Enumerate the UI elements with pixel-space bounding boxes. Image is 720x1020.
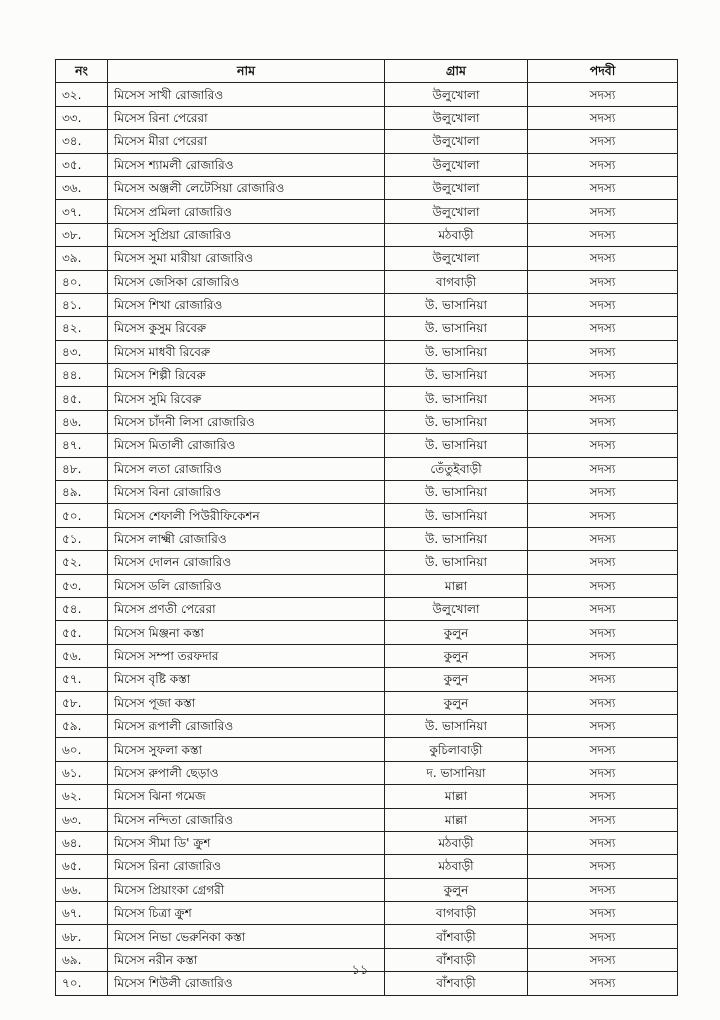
num-cell: ৫৯. <box>56 714 108 737</box>
title-cell: সদস্য <box>528 948 678 971</box>
name-cell: মিসেস সাখী রোজারিও <box>108 83 385 106</box>
village-cell: মাল্লা <box>385 808 528 831</box>
table-row <box>56 504 678 527</box>
title-cell: সদস্য <box>528 925 678 948</box>
table-row <box>56 364 678 387</box>
header-title: পদবী <box>528 60 678 83</box>
village-cell: উলুখোলা <box>385 247 528 270</box>
table-row <box>56 551 678 574</box>
title-cell: সদস্য <box>528 270 678 293</box>
title-cell: সদস্য <box>528 457 678 480</box>
title-cell: সদস্য <box>528 855 678 878</box>
title-cell: সদস্য <box>528 902 678 925</box>
table-body <box>56 83 678 995</box>
village-cell: উ. ভাসানিয়া <box>385 714 528 737</box>
table-row <box>56 691 678 714</box>
name-cell: মিসেস প্রণতী পেরেরা <box>108 597 385 620</box>
name-cell: মিসেস কুসুম রিবেরু <box>108 317 385 340</box>
village-cell: উ. ভাসানিয়া <box>385 317 528 340</box>
num-cell: ৫৫. <box>56 621 108 644</box>
village-cell: মঠবাড়ী <box>385 855 528 878</box>
num-cell: ৬৬. <box>56 878 108 901</box>
name-cell: মিসেস সম্পা তরফদার <box>108 644 385 667</box>
num-cell: ৩৪. <box>56 130 108 153</box>
num-cell: ৫১. <box>56 527 108 550</box>
name-cell: মিসেস প্রমিলা রোজারিও <box>108 200 385 223</box>
village-cell: উলুখোলা <box>385 130 528 153</box>
num-cell: ৬৮. <box>56 925 108 948</box>
village-cell: মাল্লা <box>385 785 528 808</box>
table-row <box>56 153 678 176</box>
name-cell: মিসেস দোলন রোজারিও <box>108 551 385 574</box>
village-cell: উ. ভাসানিয়া <box>385 551 528 574</box>
num-cell: ৬৫. <box>56 855 108 878</box>
name-cell: মিসেস মাধবী রিবেরু <box>108 340 385 363</box>
table-row <box>56 902 678 925</box>
num-cell: ৩৫. <box>56 153 108 176</box>
num-cell: ৪৪. <box>56 364 108 387</box>
title-cell: সদস্য <box>528 176 678 199</box>
title-cell: সদস্য <box>528 481 678 504</box>
name-cell: মিসেস বিনা রোজারিও <box>108 481 385 504</box>
num-cell: ৩৮. <box>56 223 108 246</box>
name-cell: মিসেস মিঞ্জনা কস্তা <box>108 621 385 644</box>
village-cell: কুচিলাবাড়ী <box>385 738 528 761</box>
name-cell: মিসেস প্রিয়াংকা গ্রেগরী <box>108 878 385 901</box>
num-cell: ৫৮. <box>56 691 108 714</box>
name-cell: মিসেস ঝিনা গমেজ <box>108 785 385 808</box>
num-cell: ৪১. <box>56 293 108 316</box>
title-cell: সদস্য <box>528 972 678 995</box>
title-cell: সদস্য <box>528 527 678 550</box>
title-cell: সদস্য <box>528 387 678 410</box>
num-cell: ৩৬. <box>56 176 108 199</box>
title-cell: সদস্য <box>528 293 678 316</box>
name-cell: মিসেস শিউলী রোজারিও <box>108 972 385 995</box>
title-cell: সদস্য <box>528 761 678 784</box>
header-name: নাম <box>108 60 385 83</box>
num-cell: ৬২. <box>56 785 108 808</box>
num-cell: ৫৬. <box>56 644 108 667</box>
village-cell: উ. ভাসানিয়া <box>385 364 528 387</box>
table-row <box>56 597 678 620</box>
title-cell: সদস্য <box>528 200 678 223</box>
title-cell: সদস্য <box>528 223 678 246</box>
header-row <box>56 60 678 83</box>
num-cell: ৩৭. <box>56 200 108 223</box>
title-cell: সদস্য <box>528 340 678 363</box>
table-row <box>56 738 678 761</box>
table-row <box>56 106 678 129</box>
header-num: নং <box>56 60 108 83</box>
header-village: গ্রাম <box>385 60 528 83</box>
name-cell: মিসেস নরীন কস্তা <box>108 948 385 971</box>
table-row <box>56 621 678 644</box>
table-row <box>56 340 678 363</box>
page-number: ১১ <box>351 963 369 978</box>
village-cell: উ. ভাসানিয়া <box>385 387 528 410</box>
village-cell: মাল্লা <box>385 574 528 597</box>
num-cell: ৫০. <box>56 504 108 527</box>
name-cell: মিসেস শিল্পী রিবেরু <box>108 364 385 387</box>
table-row <box>56 457 678 480</box>
num-cell: ৪৭. <box>56 434 108 457</box>
title-cell: সদস্য <box>528 714 678 737</box>
village-cell: তেঁতুইবাড়ী <box>385 457 528 480</box>
table-row <box>56 293 678 316</box>
name-cell: মিসেস সুমা মারীয়া রোজারিও <box>108 247 385 270</box>
num-cell: ৪৫. <box>56 387 108 410</box>
village-cell: উ. ভাসানিয়া <box>385 504 528 527</box>
name-cell: মিসেস রূপালী রোজারিও <box>108 714 385 737</box>
num-cell: ৭০. <box>56 972 108 995</box>
num-cell: ৪৯. <box>56 481 108 504</box>
village-cell: উলুখোলা <box>385 176 528 199</box>
name-cell: মিসেস লতা রোজারিও <box>108 457 385 480</box>
name-cell: মিসেস রিনা রোজারিও <box>108 855 385 878</box>
title-cell: সদস্য <box>528 574 678 597</box>
name-cell: মিসেস নন্দিতা রোজারিও <box>108 808 385 831</box>
name-cell: মিসেস অঞ্জলী লেটেসিয়া রোজারিও <box>108 176 385 199</box>
num-cell: ৪৩. <box>56 340 108 363</box>
table-row <box>56 714 678 737</box>
title-cell: সদস্য <box>528 597 678 620</box>
table-header <box>56 60 678 83</box>
num-cell: ৪৬. <box>56 410 108 433</box>
name-cell: মিসেস শ্যামলী রোজারিও <box>108 153 385 176</box>
village-cell: উ. ভাসানিয়া <box>385 481 528 504</box>
title-cell: সদস্য <box>528 878 678 901</box>
title-cell: সদস্য <box>528 434 678 457</box>
num-cell: ৬৭. <box>56 902 108 925</box>
title-cell: সদস্য <box>528 668 678 691</box>
village-cell: কুলুন <box>385 644 528 667</box>
num-cell: ৪০. <box>56 270 108 293</box>
village-cell: মঠবাড়ী <box>385 831 528 854</box>
table-row <box>56 434 678 457</box>
title-cell: সদস্য <box>528 364 678 387</box>
num-cell: ৪৮. <box>56 457 108 480</box>
village-cell: উলুখোলা <box>385 200 528 223</box>
name-cell: মিসেস জেসিকা রোজারিও <box>108 270 385 293</box>
num-cell: ৬০. <box>56 738 108 761</box>
title-cell: সদস্য <box>528 808 678 831</box>
table-row <box>56 200 678 223</box>
table-row <box>56 644 678 667</box>
num-cell: ৬১. <box>56 761 108 784</box>
title-cell: সদস্য <box>528 831 678 854</box>
title-cell: সদস্য <box>528 83 678 106</box>
member-table <box>55 59 678 996</box>
village-cell: দ. ভাসানিয়া <box>385 761 528 784</box>
name-cell: মিসেস বৃষ্টি কস্তা <box>108 668 385 691</box>
name-cell: মিসেস সুফলা কস্তা <box>108 738 385 761</box>
village-cell: কুলুন <box>385 691 528 714</box>
title-cell: সদস্য <box>528 410 678 433</box>
title-cell: সদস্য <box>528 551 678 574</box>
village-cell: উলুখোলা <box>385 83 528 106</box>
table-row <box>56 176 678 199</box>
name-cell: মিসেস রুপালী ছেড়াও <box>108 761 385 784</box>
village-cell: বাগবাড়ী <box>385 270 528 293</box>
table-row <box>56 925 678 948</box>
name-cell: মিসেস সুমি রিবেরু <box>108 387 385 410</box>
title-cell: সদস্য <box>528 153 678 176</box>
table-row <box>56 317 678 340</box>
num-cell: ৩৩. <box>56 106 108 129</box>
title-cell: সদস্য <box>528 691 678 714</box>
title-cell: সদস্য <box>528 504 678 527</box>
title-cell: সদস্য <box>528 738 678 761</box>
num-cell: ৬৩. <box>56 808 108 831</box>
name-cell: মিসেস মিতালী রোজারিও <box>108 434 385 457</box>
title-cell: সদস্য <box>528 644 678 667</box>
num-cell: ৫২. <box>56 551 108 574</box>
name-cell: মিসেস শিখা রোজারিও <box>108 293 385 316</box>
table-row <box>56 410 678 433</box>
village-cell: মঠবাড়ী <box>385 223 528 246</box>
title-cell: সদস্য <box>528 785 678 808</box>
village-cell: উ. ভাসানিয়া <box>385 527 528 550</box>
table-row <box>56 527 678 550</box>
table-row <box>56 668 678 691</box>
village-cell: বাঁশবাড়ী <box>385 972 528 995</box>
table-row <box>56 855 678 878</box>
table-row <box>56 878 678 901</box>
table-row <box>56 130 678 153</box>
table-row <box>56 785 678 808</box>
name-cell: মিসেস চিত্রা ক্রুশ <box>108 902 385 925</box>
num-cell: ৬৪. <box>56 831 108 854</box>
table-row <box>56 387 678 410</box>
table-row <box>56 481 678 504</box>
name-cell: মিসেস সুপ্রিয়া রোজারিও <box>108 223 385 246</box>
num-cell: ৩২. <box>56 83 108 106</box>
name-cell: মিসেস রিনা পেরেরা <box>108 106 385 129</box>
table-row <box>56 83 678 106</box>
name-cell: মিসেস শেফালী পিউরীফিকেশন <box>108 504 385 527</box>
num-cell: ৫৩. <box>56 574 108 597</box>
village-cell: উলুখোলা <box>385 597 528 620</box>
title-cell: সদস্য <box>528 317 678 340</box>
num-cell: ৫৪. <box>56 597 108 620</box>
name-cell: মিসেস সীমা ডি' ক্রুশ <box>108 831 385 854</box>
name-cell: মিসেস নিভা ভেরুনিকা কস্তা <box>108 925 385 948</box>
num-cell: ৪২. <box>56 317 108 340</box>
village-cell: উলুখোলা <box>385 106 528 129</box>
village-cell: উলুখোলা <box>385 153 528 176</box>
title-cell: সদস্য <box>528 130 678 153</box>
title-cell: সদস্য <box>528 106 678 129</box>
name-cell: মিসেস মীরা পেরেরা <box>108 130 385 153</box>
table-row <box>56 247 678 270</box>
village-cell: বাঁশবাড়ী <box>385 925 528 948</box>
table-row <box>56 574 678 597</box>
table-row <box>56 831 678 854</box>
table-row <box>56 270 678 293</box>
name-cell: মিসেস লাক্ষ্মী রোজারিও <box>108 527 385 550</box>
num-cell: ৫৭. <box>56 668 108 691</box>
village-cell: কুলুন <box>385 668 528 691</box>
village-cell: বাগবাড়ী <box>385 902 528 925</box>
name-cell: মিসেস পূজা কস্তা <box>108 691 385 714</box>
village-cell: বাঁশবাড়ী <box>385 948 528 971</box>
name-cell: মিসেস চাঁদনী লিসা রোজারিও <box>108 410 385 433</box>
title-cell: সদস্য <box>528 247 678 270</box>
table-row <box>56 761 678 784</box>
title-cell: সদস্য <box>528 621 678 644</box>
name-cell: মিসেস ডলি রোজারিও <box>108 574 385 597</box>
village-cell: উ. ভাসানিয়া <box>385 340 528 363</box>
village-cell: উ. ভাসানিয়া <box>385 410 528 433</box>
village-cell: উ. ভাসানিয়া <box>385 434 528 457</box>
village-cell: উ. ভাসানিয়া <box>385 293 528 316</box>
num-cell: ৬৯. <box>56 948 108 971</box>
num-cell: ৩৯. <box>56 247 108 270</box>
table-row <box>56 808 678 831</box>
table-row <box>56 223 678 246</box>
village-cell: কুলুন <box>385 878 528 901</box>
village-cell: কুলুন <box>385 621 528 644</box>
